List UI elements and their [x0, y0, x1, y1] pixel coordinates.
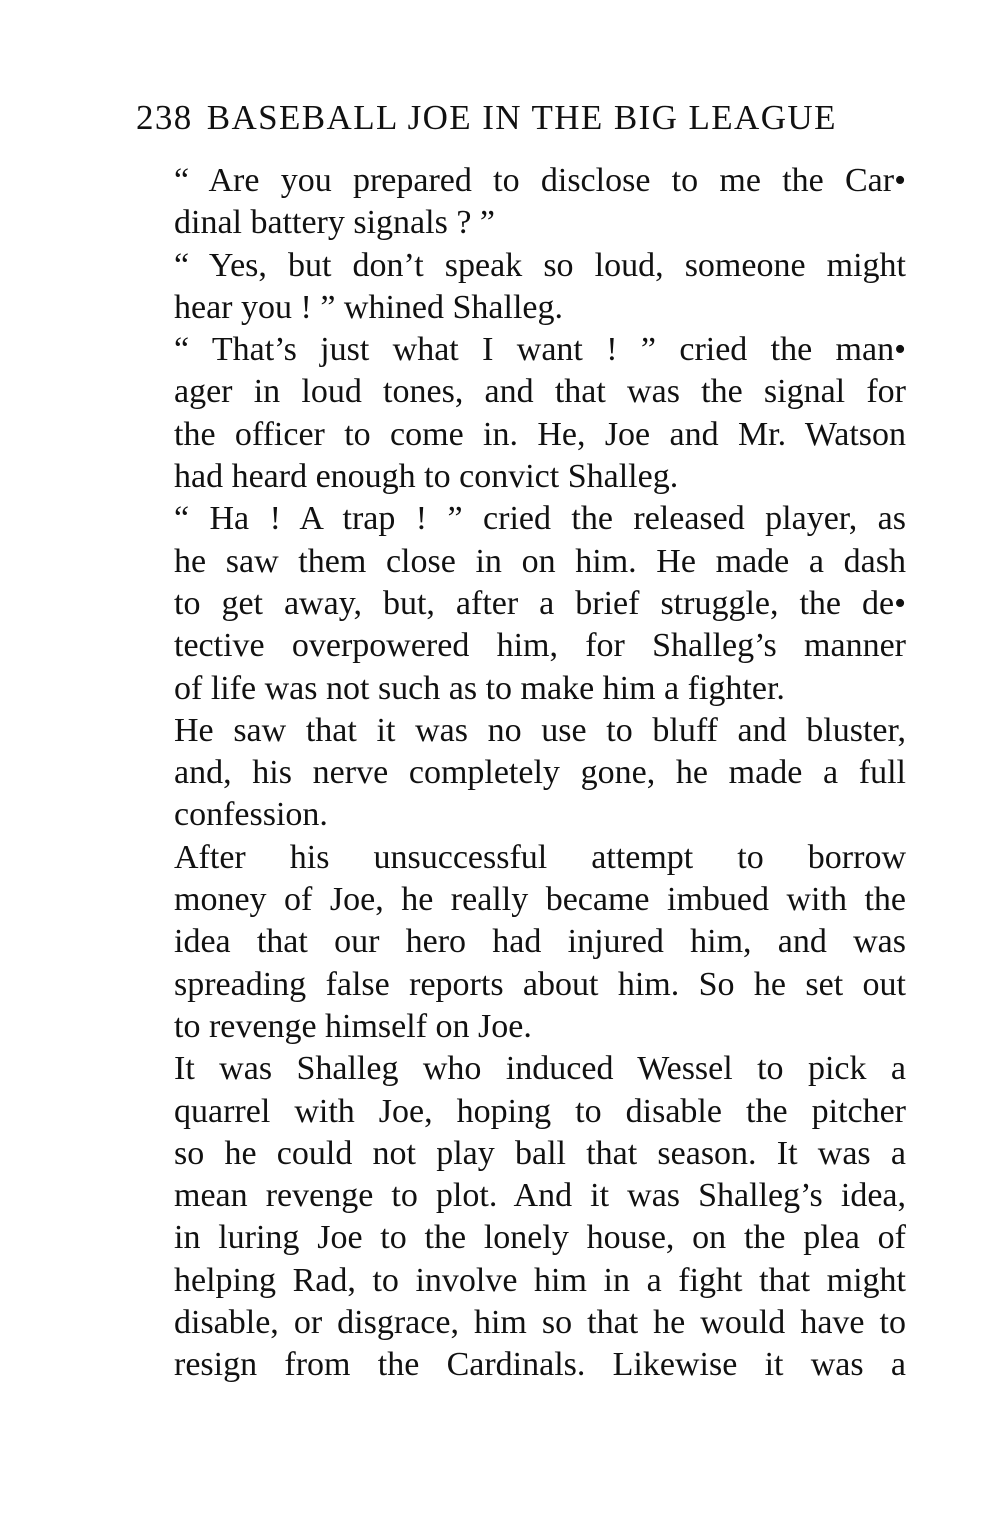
text-line: to get away, but, after a brief struggle, the de• — [174, 584, 906, 622]
text-line: so he could not play ball that season. It was a — [174, 1134, 906, 1172]
text-line: resign from the Cardinals. Likewise it was a — [174, 1346, 906, 1384]
running-title: BASEBALL JOE IN THE BIG LEAGUE — [206, 98, 837, 137]
text-line: and, his nerve completely gone, he made a full — [174, 754, 906, 792]
text-line: had heard enough to convict Shalleg. — [174, 458, 679, 496]
text-line: “ Are you prepared to disclose to me the Car• — [174, 162, 906, 199]
paragraph — [136, 710, 906, 837]
text-line: to revenge himself on Joe. — [174, 1007, 532, 1045]
page-number: 238 — [136, 98, 193, 137]
text-line: tective overpowered him, for Shalleg’s manner — [174, 627, 906, 665]
paragraph — [136, 160, 906, 245]
text-line: idea that our hero had injured him, and was — [174, 923, 906, 961]
running-head — [136, 96, 906, 140]
text-line: He saw that it was no use to bluff and bluster, — [174, 711, 906, 749]
text-line: money of Joe, he really became imbued with the — [174, 881, 906, 919]
paragraph — [136, 329, 906, 498]
text-line: dinal battery signals ? ” — [174, 204, 496, 242]
text-line: of life was not such as to make him a fighter. — [174, 669, 785, 707]
text-line: the officer to come in. He, Joe and Mr. Watson — [174, 415, 906, 453]
text-line: “ Ha ! A trap ! ” cried the released player, as — [174, 500, 906, 538]
text-line: hear you ! ” whined Shalleg. — [174, 288, 563, 326]
text-line: mean revenge to plot. And it was Shalleg’s idea, — [174, 1177, 906, 1215]
text-line: he saw them close in on him. He made a dash — [174, 542, 906, 580]
text-line: quarrel with Joe, hoping to disable the pitcher — [174, 1092, 906, 1130]
body-text — [136, 160, 906, 1387]
paragraph — [136, 837, 906, 1048]
paragraph — [136, 498, 906, 709]
text-line: helping Rad, to involve him in a fight that might — [174, 1261, 906, 1299]
text-line: After his unsuccessful attempt to borrow — [174, 838, 906, 876]
text-line: disable, or disgrace, him so that he would have to — [174, 1304, 906, 1342]
text-line: spreading false reports about him. So he set out — [174, 965, 906, 1003]
text-line: ager in loud tones, and that was the signal for — [174, 373, 906, 411]
text-line: “ That’s just what I want ! ” cried the man• — [174, 331, 906, 369]
paragraph — [136, 245, 906, 330]
paragraph — [136, 1048, 906, 1386]
text-line: in luring Joe to the lonely house, on the plea of — [174, 1219, 906, 1257]
text-line: confession. — [174, 796, 328, 834]
text-line: It was Shalleg who induced Wessel to pick a — [174, 1050, 906, 1088]
book-page — [136, 96, 906, 1387]
text-line: “ Yes, but don’t speak so loud, someone might — [174, 246, 906, 284]
